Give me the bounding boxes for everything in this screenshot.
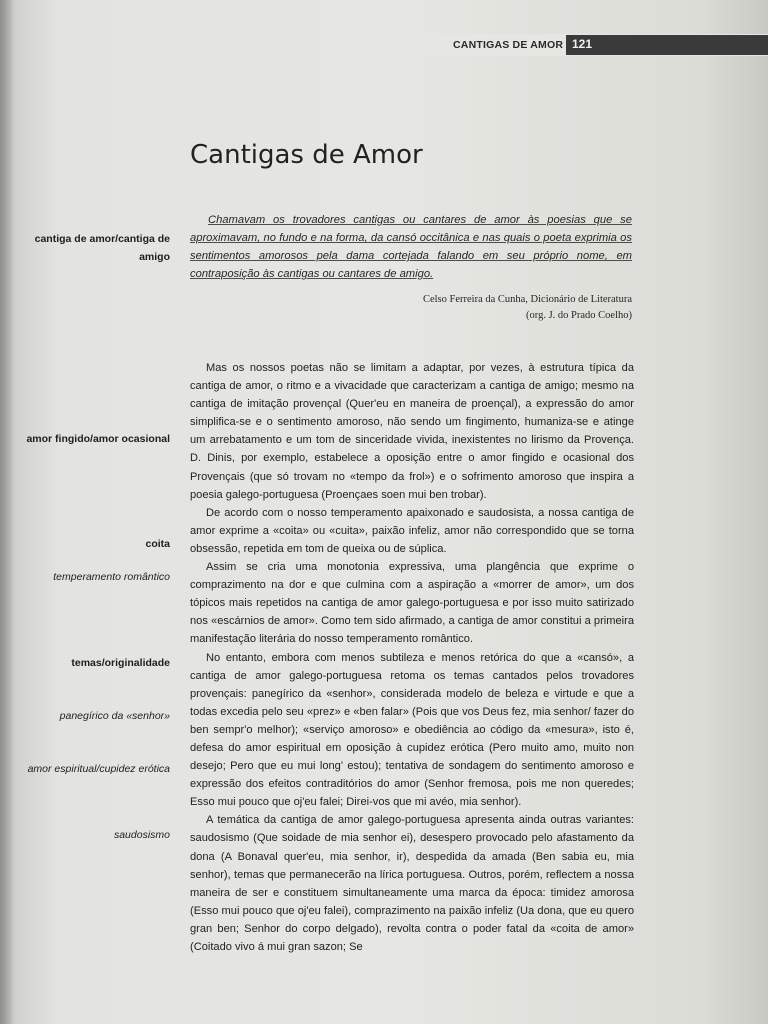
- page-title: Cantigas de Amor: [190, 140, 423, 170]
- margin-note-cantiga-de-amor: cantiga de amor/cantiga de amigo: [34, 233, 170, 263]
- page-gutter-shadow: [0, 0, 14, 1024]
- paragraph-3: Assim se cria uma monotonia expressiva, uma plangência que exprime o comprazimento na dor e que culmina com a aspiração a «morrer de amor», um dos tópicos mais repetidos na cantiga de amor galego-portuguesa e por isso muito satirizado nos «escárnios de amor». Como tem sido afirmado, a cantiga de amor constitui a primeira manifestação literária do nosso temperamento romântico.: [190, 561, 634, 646]
- margin-note-amor-fingido: amor fingido/amor ocasional: [26, 433, 170, 445]
- margin-note-temperamento: temperamento romântico: [53, 571, 170, 583]
- page-number: 121: [572, 37, 593, 51]
- quote-source-editor: (org. J. do Prado Coelho): [526, 310, 632, 321]
- body-text: [190, 359, 634, 956]
- paragraph-4: No entanto, embora com menos subtileza e menos retórica do que a «cansó», a cantiga de amor galego-portuguesa retoma os temas cantados pelos trovadores provençais: panegírico da «senhor», considerada modelo de beleza e virtude e que a todas excedia pelo seu «prez» e «ben falar» (Pois que vos Deus fez, mia senhor/ fazer do ben sempr'o melhor); «serviço amoroso» e obediência ao código da «mesura», isto é, defesa do amor espiritual em oposição à cupidez erótica (Pero muito amo, muito non desejo; Pero que eu mui long' estou); tentativa de sondagem do sentimento amoroso e expressão dos efeitos contraditórios do amor (Senhor fremosa, pois me non queredes; Esso mui pouco que oj'eu falei; Direi-vos que mi avéo, mia senhor).: [190, 651, 634, 809]
- page-number-box: [566, 35, 768, 55]
- paragraph-5: A temática da cantiga de amor galego-portuguesa apresenta ainda outras variantes: saudosismo (Que soidade de mia senhor ei), desespero provocado pelo afastamento da dona (A Bonaval quer'eu, mia senhor, ir), despedida da amada (Ben sabia eu, mia senhor), temas que permanecerão na lírica portuguesa. Outros, porém, reflectem a nossa maneira de ser e constituem simultaneamente uma marca da época: timidez amorosa (Esso mui pouco que oj'eu falei), comprazimento na paixão infeliz (Ua dona, que eu quero gran ben; Senhor do corpo delgado), revolta contra o poder fatal da «coita de amor» (Coitado vivo á mui gran sazon; Se: [190, 814, 634, 953]
- paragraph-2: De acordo com o nosso temperamento apaixonado e saudosista, a nossa cantiga de amor exprime a «coita» ou «cuita», paixão infeliz, amor não correspondido que se torna obsessão, repetida em tom de queixa ou de súplica.: [190, 506, 634, 555]
- quote-source-author: Celso Ferreira da Cunha, Dicionário de Literatura: [422, 294, 632, 305]
- margin-note-coita: coita: [145, 538, 170, 550]
- quote-source: [190, 292, 632, 324]
- margin-note-temas: temas/originalidade: [71, 657, 170, 669]
- margin-note-amor-espiritual: amor espiritual/cupidez erótica: [27, 763, 170, 775]
- quote-text: Chamavam os trovadores cantigas ou cantares de amor às poesias que se aproximavam, no fundo e na forma, da cansó occitânica e nas quais o poeta exprimia os sentimentos amorosos pela dama cortejada falando em seu próprio nome, em contraposição às cantigas ou cantares de amigo.: [190, 214, 632, 280]
- paragraph-1: Mas os nossos poetas não se limitam a adaptar, por vezes, à estrutura típica da cantiga de amor, o ritmo e a vivacidade que caracterizam a cantiga de amigo; mesmo na cantiga de imitação provençal (Quer'eu en maneira de proençal), a expressão do amor simplifica-se e o sentimento amoroso, não sendo um fingimento, humaniza-se e atinge um arrebatamento e um tom de sinceridade vivida, inexistentes no lirismo da Provença. D. Dinis, por exemplo, estabelece a oposição entre o amor fingido e ocasional dos Provençais (que só trovam no «tempo da frol») e o sofrimento amoroso que inspira a poesia galego-portuguesa (Proençaes soen mui ben trobar).: [190, 362, 634, 501]
- margin-note-saudosismo: saudosismo: [113, 829, 170, 841]
- margin-note-panegirico: panegírico da «senhor»: [59, 710, 170, 722]
- running-title: CANTIGAS DE AMOR: [453, 39, 564, 51]
- epigraph-quote: [190, 211, 632, 283]
